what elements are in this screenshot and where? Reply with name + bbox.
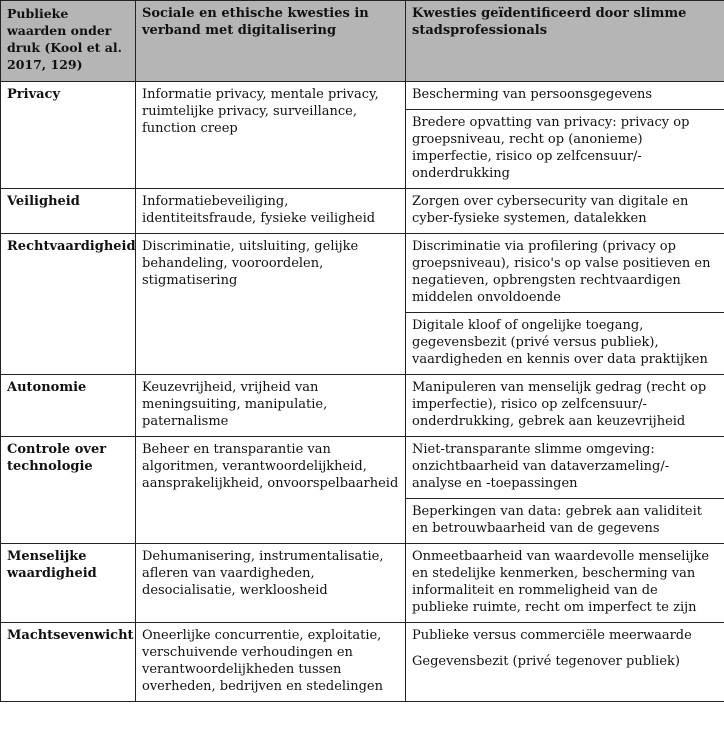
public-value: Controle over technologie [1,437,136,544]
professional-issues [406,375,724,437]
table-row [1,623,724,702]
public-value: Veiligheid [1,189,136,234]
table-row [1,82,724,189]
issue-item: Beperkingen van data: gebrek aan validiteit en betrouwbaarheid van de gegevens [406,498,724,543]
professional-issues [406,82,724,189]
issue-item: Zorgen over cybersecurity van digitale en cyber-fysieke systemen, datalekken [412,194,689,226]
issue-list [406,623,724,676]
professional-issues [406,189,724,234]
issue-item: Niet-transparante slimme omgeving: onzichtbaarheid van dataverzameling/-analyse en -toepassingen [412,442,670,491]
issue-item: Publieke versus commerciële meerwaarde [412,628,692,643]
issue-item: Digitale kloof of ongelijke toegang, gegevensbezit (privé versus publiek), vaardigheden en kennis over data praktijken [406,312,724,374]
social-issues: Beheer en transparantie van algoritmen, verantwoordelijkheid, aansprakelijkheid, onvoorspelbaarheid [136,437,406,544]
social-issues: Discriminatie, uitsluiting, gelijke behandeling, vooroordelen, stigmatisering [136,234,406,375]
issue-item: Onmeetbaarheid van waardevolle menselijke en stedelijke kenmerken, bescherming van informaliteit en rommeligheid van de publieke ruimte, recht om imperfect te zijn [412,549,710,615]
professional-issues [406,623,724,702]
public-value: Autonomie [1,375,136,437]
issue-item: Manipuleren van menselijk gedrag (recht op imperfectie), risico op zelfcensuur/-onderdrukking, gebrek aan keuzevrijheid [412,380,707,429]
header-public-values: Publieke waarden onder druk (Kool et al. 2017, 129) [1,1,136,82]
issue-item: Gegevensbezit (privé tegenover publiek) [412,654,680,669]
issue-item: Bredere opvatting van privacy: privacy op groepsniveau, recht op (anonieme) imperfectie, risico op zelfcensuur/-onderdrukking [406,109,724,188]
professional-issues [406,234,724,375]
social-issues: Informatie privacy, mentale privacy, ruimtelijke privacy, surveillance, function creep [136,82,406,189]
table-row [1,189,724,234]
header-row [1,1,724,82]
issue-item: Discriminatie via profilering (privacy op groepsniveau), risico's op valse positieven en negatieven, opbrengsten rechtvaardigen middelen onvoldoende [412,239,711,305]
professional-issues [406,544,724,623]
public-value: Menselijke waardigheid [1,544,136,623]
header-social-ethical-issues: Sociale en ethische kwesties in verband met digitalisering [136,1,406,82]
table-row [1,437,724,544]
public-value: Rechtvaardigheid [1,234,136,375]
header-professional-issues: Kwesties geïdentificeerd door slimme stadsprofessionals [406,1,724,82]
table-row [1,375,724,437]
table-row [1,544,724,623]
social-issues: Keuzevrijheid, vrijheid van meningsuiting, manipulatie, paternalisme [136,375,406,437]
table-row [1,234,724,375]
public-value: Privacy [1,82,136,189]
social-issues: Oneerlijke concurrentie, exploitatie, verschuivende verhoudingen en verantwoordelijkheden tussen overheden, bedrijven en stedelingen [136,623,406,702]
issue-item: Bescherming van persoonsgegevens [412,87,653,102]
social-issues: Dehumanisering, instrumentalisatie, afleren van vaardigheden, desocialisatie, werkloosheid [136,544,406,623]
professional-issues [406,437,724,544]
social-issues: Informatiebeveiliging, identiteitsfraude, fysieke veiligheid [136,189,406,234]
public-value: Machtsevenwicht [1,623,136,702]
